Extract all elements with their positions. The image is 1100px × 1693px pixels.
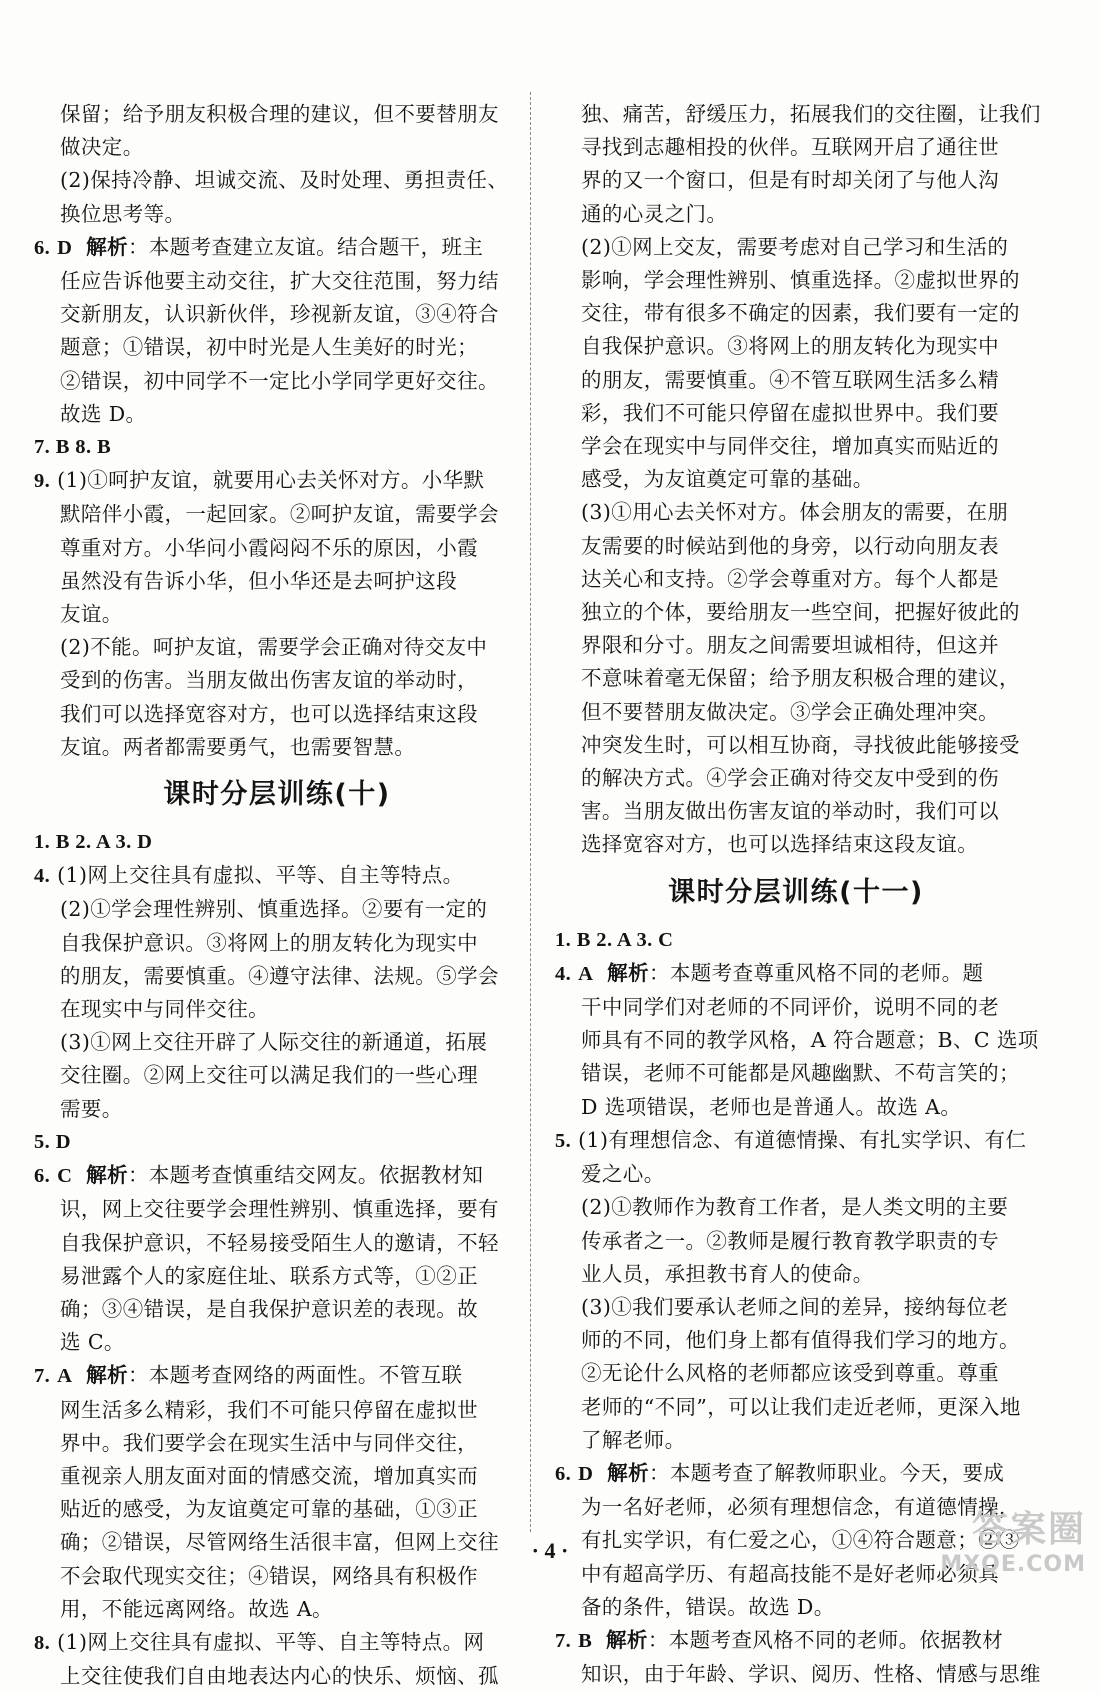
answer-item-9 [34, 464, 520, 764]
text-line: 在现实中与同伴交往。 [60, 997, 269, 1022]
text-line: (1)有理想信念、有道德情操、有扎实学识、有仁 [578, 1127, 1027, 1152]
item-number: 4. [555, 962, 572, 985]
text-line: (2)①教师作为教育工作者，是人类文明的主要 [581, 1195, 1009, 1220]
answer-letter: A [57, 1365, 73, 1388]
text-line: 我们可以选择宽容对方，也可以选择结束这段 [60, 701, 478, 726]
text-line: ：本题考查建立友谊。结合题干，班主 [127, 234, 484, 259]
answer-letter: D [57, 236, 73, 259]
text-line: 但不要替朋友做决定。③学会正确处理冲突。 [581, 699, 999, 724]
text-line: (2)保持冷静、坦诚交流、及时处理、勇担责任、 [60, 168, 509, 193]
text-line: 的解决方式。④学会正确对待交友中受到的伤 [581, 766, 999, 791]
text-line: 故选 D。 [60, 401, 147, 426]
analysis-label: 解析 [86, 1363, 128, 1388]
text-line: 知识，由于年龄、学识、阅历、性格、情感与思维 [581, 1662, 1041, 1687]
text-line: 自我保护意识。③将网上的朋友转化为现实中 [581, 334, 999, 359]
answer-item-4 [34, 859, 520, 1126]
analysis-label: 解析 [86, 1163, 128, 1188]
text-line: (2)①学会理性辨别、慎重选择。②要有一定的 [60, 897, 488, 922]
text-line: (1)网上交往具有虚拟、平等、自主等特点。 [57, 863, 464, 888]
answer-items-1-3: 1. B 2. A 3. D [34, 831, 153, 854]
text-line: ：本题考查风格不同的老师。依据教材 [647, 1627, 1004, 1652]
item-number: 7. [34, 1365, 51, 1388]
text-line: 网生活多么精彩，我们不可能只停留在虚拟世 [60, 1397, 478, 1422]
page-number: · 4 · [531, 1538, 569, 1563]
answer-item-5: 5. D [34, 1130, 71, 1153]
text-line: 任应告诉他要主动交往，扩大交往范围，努力结 [60, 269, 499, 294]
text-line: ：本题考查慎重结交网友。依据教材知 [127, 1163, 484, 1188]
text-line: 自我保护意识，不轻易接受陌生人的邀请，不轻 [60, 1230, 499, 1255]
text-line: 尊重对方。小华问小霞闷闷不乐的原因，小霞 [60, 535, 478, 560]
text-line: 影响，学会理性辨别、慎重选择。②虚拟世界的 [581, 268, 1020, 293]
item-number: 6. [34, 1165, 51, 1188]
answer-item-6 [34, 231, 520, 431]
answer-item-8 [34, 1626, 520, 1693]
analysis-label: 解析 [607, 960, 649, 985]
text-line: 用，不能远离网络。故选 A。 [60, 1596, 333, 1621]
text-line: 传承者之一。②教师是履行教育教学职责的专 [581, 1228, 999, 1253]
left-column [34, 98, 520, 1693]
text-line: (1)网上交往具有虚拟、平等、自主等特点。网 [57, 1629, 485, 1654]
text-line: 冲突发生时，可以相互协商，寻找彼此能够接受 [581, 732, 1020, 757]
text-line: ：本题考查尊重风格不同的老师。题 [648, 960, 984, 985]
text-line: 的朋友，需要慎重。④不管互联网生活多么精 [581, 367, 999, 392]
text-line: 题意；①错误，初中时光是人生美好的时光； [60, 335, 478, 360]
text-line: 确；③④错误，是自我保护意识差的表现。故 [60, 1296, 478, 1321]
answer-letter: A [578, 962, 594, 985]
continued-answer-8 [555, 98, 1041, 862]
text-line: 自我保护意识。③将网上的朋友转化为现实中 [60, 930, 478, 955]
text-line: (2)不能。呵护友谊，需要学会正确对待交友中 [60, 635, 488, 660]
answer-items-7-8: 7. B 8. B [34, 436, 112, 459]
text-line: 业人员，承担教书育人的使命。 [581, 1261, 874, 1286]
continued-paragraph [34, 98, 520, 231]
item-number: 5. [555, 1129, 572, 1152]
text-line: ：本题考查了解教师职业。今天，要成 [648, 1460, 1005, 1485]
section-heading: 课时分层训练(十一) [668, 876, 924, 908]
answer-letter: D [578, 1462, 594, 1485]
column-divider [530, 92, 531, 1532]
text-line: 达关心和支持。②学会尊重对方。每个人都是 [581, 566, 999, 591]
analysis-label: 解析 [607, 1460, 649, 1485]
item-number: 6. [555, 1462, 572, 1485]
text-line: 换位思考等。 [60, 201, 186, 226]
text-line: ：本题考查网络的两面性。不管互联 [127, 1363, 463, 1388]
answer-letter: B [578, 1629, 593, 1652]
watermark-logo: 答案圈 [971, 1509, 1086, 1550]
text-line: 确；②错误，尽管网络生活很丰富，但网上交往 [60, 1530, 499, 1555]
text-line: 干中同学们对老师的不同评价，说明不同的老 [581, 995, 999, 1020]
item-number: 7. [555, 1629, 572, 1652]
text-line: (3)①我们要承认老师之间的差异，接纳每位老 [581, 1294, 1009, 1319]
text-line: 受到的伤害。当朋友做出伤害友谊的举动时， [60, 668, 478, 693]
text-line: 不意味着毫无保留；给予朋友积极合理的建议， [581, 666, 1020, 691]
text-line: 为一名好老师，必须有理想信念，有道德情操， [581, 1495, 1020, 1520]
text-line: 独立的个体，要给朋友一些空间，把握好彼此的 [581, 600, 1020, 625]
text-line: 虽然没有告诉小华，但小华还是去呵护这段 [60, 568, 458, 593]
item-number: 4. [34, 865, 51, 888]
text-line: 友需要的时候站到他的身旁，以行动向朋友表 [581, 533, 999, 558]
text-line: 了解老师。 [581, 1427, 686, 1452]
text-line: 界中。我们要学会在现实生活中与同伴交往， [60, 1430, 478, 1455]
item-number: 9. [34, 470, 51, 493]
text-line: 易泄露个人的家庭住址、联系方式等，①②正 [60, 1263, 478, 1288]
text-line: 中有超高学历、有超高技能不是好老师必须具 [581, 1561, 999, 1586]
text-line: (3)①网上交往开辟了人际交往的新通道，拓展 [60, 1030, 488, 1055]
text-line: 感受，为友谊奠定可靠的基础。 [581, 467, 874, 492]
text-line: 默陪伴小霞，一起回家。②呵护友谊，需要学会 [60, 502, 499, 527]
text-line: 识，网上交往要学会理性辨别、慎重选择，要有 [60, 1197, 499, 1222]
text-line: 选择宽容对方，也可以选择结束这段友谊。 [581, 832, 979, 857]
text-line: (2)①网上交友，需要考虑对自己学习和生活的 [581, 234, 1009, 259]
answer-item-6b [34, 1159, 520, 1359]
right-column [555, 98, 1041, 1691]
text-line: 界的又一个窗口，但是有时却关闭了与他人沟 [581, 168, 999, 193]
text-line: ②无论什么风格的老师都应该受到尊重。尊重 [581, 1361, 999, 1386]
text-line: 独、痛苦，舒缓压力，拓展我们的交往圈，让我们 [581, 102, 1041, 126]
watermark [926, 1508, 1086, 1592]
text-line: 害。当朋友做出伤害友谊的举动时，我们可以 [581, 799, 999, 824]
text-line: 需要。 [60, 1096, 123, 1121]
text-line: 寻找到志趣相投的伙伴。互联网开启了通往世 [581, 135, 999, 160]
text-line: D 选项错误，老师也是普通人。故选 A。 [581, 1094, 962, 1119]
text-line: 友谊。两者都需要勇气，也需要智慧。 [60, 734, 416, 759]
text-line: 交往圈。②网上交往可以满足我们的一些心理 [60, 1063, 478, 1088]
text-line: 友谊。 [60, 602, 123, 627]
answer-item-4 [555, 957, 1037, 1124]
item-number: 6. [34, 236, 51, 259]
text-line: 交往，带有很多不确定的因素，我们要有一定的 [581, 301, 1020, 326]
text-line: 师的不同，他们身上都有值得我们学习的地方。 [581, 1328, 1020, 1353]
text-line: 错误，老师不可能都是风趣幽默、不苟言笑的； [581, 1061, 1020, 1086]
answer-letter: C [57, 1165, 73, 1188]
text-line: (1)①呵护友谊，就要用心去关怀对方。小华默 [57, 468, 485, 493]
text-line: 备的条件，错误。故选 D。 [581, 1594, 835, 1619]
item-number: 8. [34, 1631, 51, 1654]
answer-items-1-3: 1. B 2. A 3. C [555, 928, 674, 951]
answer-item-7b [34, 1359, 520, 1626]
text-line: 通的心灵之门。 [581, 201, 728, 226]
text-line: 的朋友，需要慎重。④遵守法律、法规。⑤学会 [60, 963, 499, 988]
text-line: 师具有不同的教学风格，A 符合题意；B、C 选项 [581, 1028, 1039, 1053]
text-line: (3)①用心去关怀对方。体会朋友的需要，在朋 [581, 500, 1009, 525]
text-line: 爱之心。 [581, 1162, 665, 1187]
answer-item-7 [555, 1624, 1041, 1691]
section-heading: 课时分层训练(十) [163, 779, 391, 811]
analysis-label: 解析 [606, 1627, 648, 1652]
answer-item-5 [555, 1124, 1037, 1457]
text-line: 界限和分寸。朋友之间需要坦诚相待，但这并 [581, 633, 999, 658]
text-line: 学会在现实中与同伴交往，增加真实而贴近的 [581, 434, 999, 459]
text-line: 贴近的感受，为友谊奠定可靠的基础，①③正 [60, 1497, 478, 1522]
text-line: 做决定。 [60, 135, 144, 160]
text-line: 上交往使我们自由地表达内心的快乐、烦恼、孤 [60, 1664, 499, 1689]
text-line: ②错误，初中同学不一定比小学同学更好交往。 [60, 368, 499, 393]
text-line: 保留；给予朋友积极合理的建议，但不要替朋友 [60, 102, 499, 126]
text-line: 有扎实学识，有仁爱之心，①④符合题意；②③ [581, 1528, 1020, 1553]
text-line: 彩，我们不可能只停留在虚拟世界中。我们要 [581, 400, 999, 425]
text-line: 不会取代现实交往；④错误，网络具有积极作 [60, 1563, 478, 1588]
text-line: 选 C。 [60, 1330, 125, 1355]
watermark-url: MXQE.COM [940, 1552, 1086, 1577]
text-line: 重视亲人朋友面对面的情感交流，增加真实而 [60, 1463, 478, 1488]
text-line: 老师的“不同”，可以让我们走近老师，更深入地 [581, 1394, 1021, 1419]
analysis-label: 解析 [86, 234, 128, 259]
text-line: 交新朋友，认识新伙伴，珍视新友谊，③④符合 [60, 302, 499, 327]
